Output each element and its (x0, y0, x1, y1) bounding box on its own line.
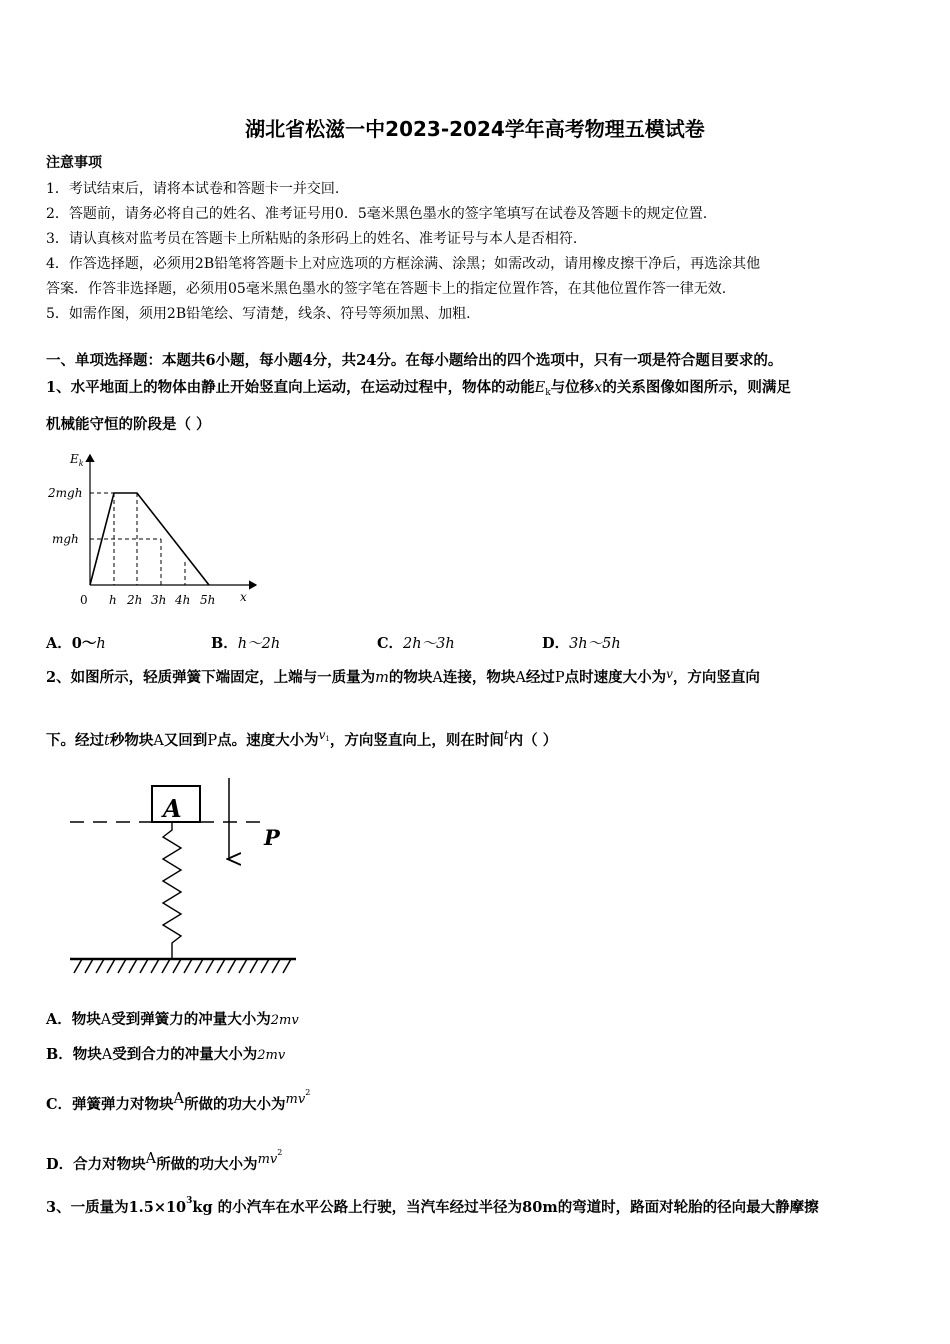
x-tick: 4h (175, 593, 191, 607)
question-3-stem: 3、一质量为$1.5\times 10^3kg$ 的小汽车在水平公路上行驶，当汽车经过半径为80m的弯道时，路面对轮胎的径向最大静摩擦 (46, 1196, 819, 1216)
notice-line: 1．考试结束后，请将本试卷和答题卡一并交回. (46, 181, 340, 197)
hatch-mark (195, 959, 203, 973)
q2-option-a: A．物块A受到弹簧力的冲量大小为2mv (46, 1011, 299, 1028)
q2-option-b: B．物块A受到合力的冲量大小为2mv (46, 1046, 286, 1063)
hatch-mark (162, 959, 170, 973)
question-2-stem-line2: 下。经过t秒物块A又回到P点。速度大小为$^{v1}$，方向竖直向上，则在时间$^t$内（ ） (46, 728, 558, 749)
hatch-mark (217, 959, 225, 973)
hatch-mark (184, 959, 192, 973)
ground-hatching (74, 959, 291, 973)
hatch-mark (283, 959, 291, 973)
y-tick: mgh (52, 532, 79, 546)
point-p-label: P (264, 825, 280, 850)
q1-option-c: C．2h～3h (377, 635, 455, 652)
q1-option-a: A．0～h (46, 635, 106, 652)
x-axis-label: x (240, 590, 247, 604)
notice-line: 3．请认真核对监考员在答题卡上所粘贴的条形码上的姓名、准考证号与本人是否相符. (46, 231, 578, 247)
notice-line: 2．答题前，请务必将自己的姓名、准考证号用0．5毫米黑色墨水的签字笔填写在试卷及答题卡的规定位置. (46, 206, 708, 222)
question-2-stem: 2、如图所示，轻质弹簧下端固定，上端与一质量为m的物块A连接，物块A经过P点时速度大小为$^v$，方向竖直向 (46, 667, 760, 686)
block-a-label: A (163, 794, 182, 823)
q1-option-b: B．h～2h (211, 635, 281, 652)
page-title: 湖北省松滋一中2023-2024学年高考物理五模试卷 (245, 117, 705, 141)
hatch-mark (107, 959, 115, 973)
hatch-mark (272, 959, 280, 973)
hatch-mark (250, 959, 258, 973)
section-heading: 一、单项选择题：本题共6小题，每小题4分，共24分。在每小题给出的四个选项中，只有一项是符合题目要求的。 (46, 352, 783, 369)
notice-line: 答案．作答非选择题，必须用05毫米黑色墨水的签字笔在答题卡上的指定位置作答，在其他位置作答一律无效. (46, 281, 727, 297)
q2-option-c: C．弹簧弹力对物块A所做的功大小为$mv^2$ (46, 1088, 311, 1113)
question-1-stem: 1、水平地面上的物体由静止开始竖直向上运动，在运动过程中，物体的动能$E_k$与位移x的关系图像如图所示，则满足 (46, 379, 791, 398)
hatch-mark (228, 959, 236, 973)
hatch-mark (239, 959, 247, 973)
hatch-mark (151, 959, 159, 973)
hatch-mark (85, 959, 93, 973)
hatch-mark (74, 959, 82, 973)
hatch-mark (118, 959, 126, 973)
hatch-mark (140, 959, 148, 973)
hatch-mark (261, 959, 269, 973)
x-tick: 2h (127, 593, 143, 607)
guide-lines (90, 493, 185, 585)
y-tick: 2mgh (48, 486, 83, 500)
x-tick: h (109, 593, 117, 607)
notice-heading: 注意事项 (46, 155, 102, 171)
hatch-mark (96, 959, 104, 973)
hatch-mark (129, 959, 137, 973)
spring-figure (60, 775, 310, 985)
q1-option-d: D．3h～5h (542, 635, 621, 652)
x-tick: 0 (80, 593, 88, 607)
q2-option-d: D．合力对物块A所做的功大小为$mv^2$ (46, 1148, 283, 1173)
hatch-mark (206, 959, 214, 973)
hatch-mark (173, 959, 181, 973)
notice-line: 4．作答选择题，必须用2B铅笔将答题卡上对应选项的方框涂满、涂黑；如需改动，请用橡皮擦干净后，再选涂其他 (46, 256, 761, 272)
x-tick: 3h (151, 593, 167, 607)
x-tick: 5h (200, 593, 216, 607)
y-axis-label: $E_k$ (70, 452, 84, 468)
ek-x-graph (44, 447, 264, 615)
spring (163, 822, 181, 959)
question-1-stem-line2: 机械能守恒的阶段是（ ） (46, 416, 211, 433)
notice-line: 5．如需作图，须用2B铅笔绘、写清楚，线条、符号等须加黑、加粗. (46, 306, 471, 322)
